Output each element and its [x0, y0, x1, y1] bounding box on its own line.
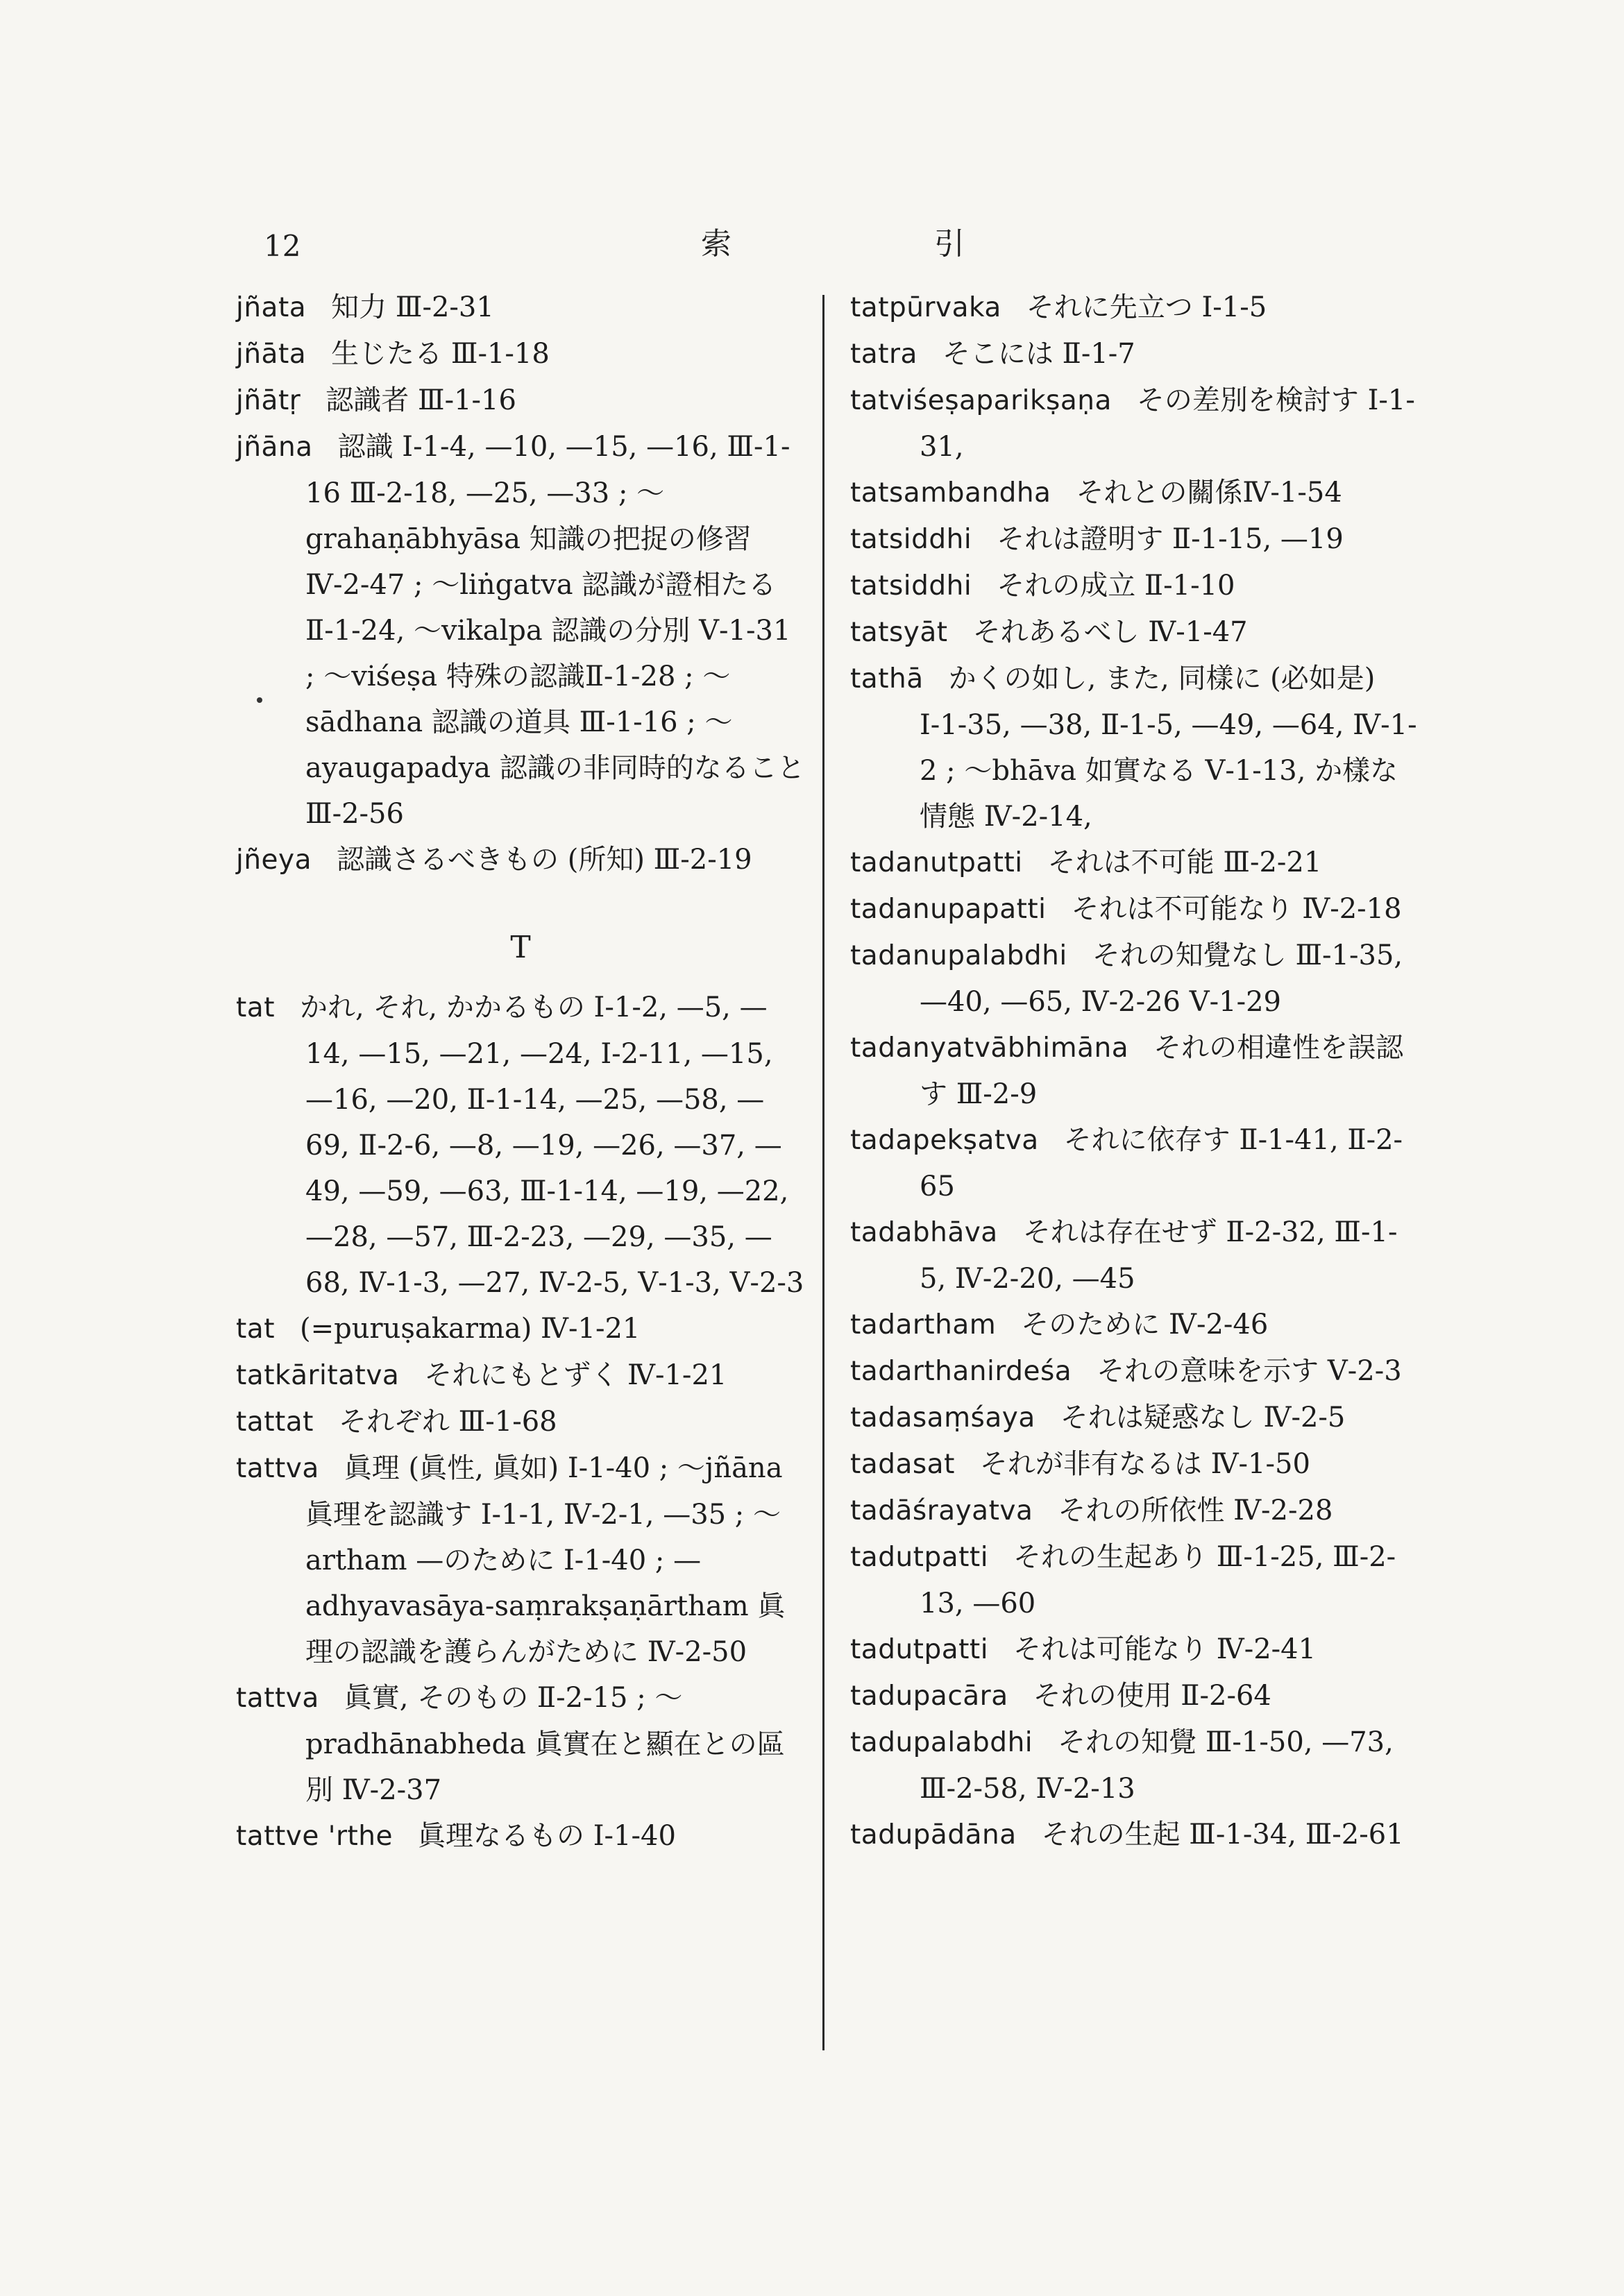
page-title-char-2: 引: [934, 226, 965, 262]
entry-term: tatsiddhi: [850, 524, 972, 555]
entry-definition: それの成立 Ⅱ-1-10: [997, 570, 1235, 602]
index-entry: [850, 470, 1419, 516]
entry-term: tadanupapatti: [850, 894, 1047, 925]
entry-definition: 眞理 (眞性, 眞如) Ⅰ-1-40 ; ～jñāna 眞理を認識す Ⅰ-1-1, Ⅳ-2-1, —35 ; ～artham —のために Ⅰ-1-40 ; —adhyavasāya-saṃrakṣaṇārtham 眞理の認識を護らんがために Ⅳ-2-50: [305, 1452, 786, 1668]
entry-definition: それの所依性 Ⅳ-2-28: [1058, 1495, 1333, 1527]
left-entries-group: [236, 284, 805, 883]
entry-term: tadasat: [850, 1449, 955, 1480]
entry-definition: (=puruṣakarma) Ⅳ-1-21: [299, 1313, 641, 1345]
entry-term: tattat: [236, 1406, 314, 1438]
entry-definition: そのために Ⅳ-2-46: [1021, 1309, 1269, 1341]
entry-definition: それあるべし Ⅳ-1-47: [972, 616, 1248, 648]
index-entry: [236, 1445, 805, 1675]
entry-term: tatpūrvaka: [850, 292, 1001, 323]
index-entry: [850, 1812, 1419, 1858]
entry-term: tatsiddhi: [850, 570, 972, 602]
entry-term: tatra: [850, 339, 917, 370]
entry-definition: それは不可能なり Ⅳ-2-18: [1071, 893, 1402, 925]
entry-definition: 認識 Ⅰ-1-4, —10, —15, —16, Ⅲ-1-16 Ⅲ-2-18, —25, —33 ; ～grahaṇābhyāsa 知識の把捉の修習 Ⅳ-2-47 ; ～liṅgatva 認識が證相たる Ⅱ-1-24, ～vikalpa 認識の分別 Ⅴ-1-31 ; ～viśeṣa 特殊の認識Ⅱ-1-28 ; ～sādhana 認識の道具 Ⅲ-1-16 ; ～ayaugapadya 認識の非同時的なること Ⅲ-2-56: [305, 431, 805, 830]
index-entry: [850, 1395, 1419, 1441]
index-entry: [850, 1302, 1419, 1348]
entry-term: tadabhāva: [850, 1217, 998, 1248]
index-entry: [850, 1488, 1419, 1534]
index-entry: [850, 516, 1419, 563]
index-entry: [236, 424, 805, 837]
entry-definition: それに先立つ Ⅰ-1-5: [1026, 291, 1267, 323]
right-column: [850, 284, 1419, 1858]
entry-definition: それの生起あり Ⅲ-1-25, Ⅲ-2-13, —60: [920, 1541, 1396, 1619]
index-entry: [850, 377, 1419, 470]
index-entry: [236, 985, 805, 1306]
entry-definition: それは不可能 Ⅲ-2-21: [1047, 847, 1322, 878]
index-entry: [850, 563, 1419, 609]
entry-definition: かれ, それ, かかるもの Ⅰ-1-2, —5, —14, —15, —21, —24, Ⅰ-2-11, —15, —16, —20, Ⅱ-1-14, —25, —58, —69, Ⅱ-2-6, —8, —19, —26, —37, —49, —59, —63, Ⅲ-1-14, —19, —22, —28, —57, Ⅲ-2-23, —29, —35, —68, Ⅳ-1-3, —27, Ⅳ-2-5, Ⅴ-1-3, Ⅴ-2-3: [299, 992, 804, 1299]
entry-definition: それとの關係Ⅳ-1-54: [1076, 477, 1342, 509]
entry-definition: それは證明す Ⅱ-1-15, —19: [997, 523, 1344, 555]
index-entry: [850, 1117, 1419, 1209]
entry-definition: 眞理なるもの Ⅰ-1-40: [418, 1820, 676, 1852]
entry-term: jñāta: [236, 339, 307, 370]
index-entry: [850, 840, 1419, 886]
index-entry: [850, 284, 1419, 331]
entry-term: tadupādāna: [850, 1819, 1017, 1851]
entry-term: tat: [236, 992, 275, 1023]
page-number: 12: [264, 229, 301, 263]
index-entry: [236, 331, 805, 377]
entry-term: tattva: [236, 1453, 319, 1484]
entry-term: jñātṛ: [236, 385, 301, 416]
entry-term: jñāna: [236, 432, 313, 463]
entry-term: tadutpatti: [850, 1542, 989, 1573]
index-entry: [850, 1626, 1419, 1673]
index-entry: [236, 1813, 805, 1860]
entry-term: tadanupalabdhi: [850, 940, 1067, 971]
page-title-char-1: 索: [701, 226, 731, 262]
entry-definition: 認識者 Ⅲ-1-16: [325, 384, 516, 416]
entry-definition: そこには Ⅱ-1-7: [942, 338, 1135, 370]
index-entry: [850, 1673, 1419, 1719]
entry-term: tadupalabdhi: [850, 1727, 1033, 1758]
entry-definition: 知力 Ⅲ-2-31: [331, 291, 494, 323]
index-entry: [850, 886, 1419, 933]
entry-definition: それにもとずく Ⅳ-1-21: [424, 1359, 727, 1391]
index-entry: [850, 609, 1419, 656]
entry-term: jñata: [236, 292, 307, 323]
entry-term: jñeya: [236, 844, 312, 876]
index-entry: [236, 1675, 805, 1813]
entry-definition: それの相違性を誤認す Ⅲ-2-9: [920, 1032, 1404, 1110]
entry-definition: それの生起 Ⅲ-1-34, Ⅲ-2-61: [1041, 1819, 1404, 1851]
entry-term: tatkāritatva: [236, 1360, 400, 1391]
index-entry: [850, 1348, 1419, 1395]
entry-term: tattva: [236, 1683, 319, 1714]
index-entry: [850, 331, 1419, 377]
entry-term: tadanutpatti: [850, 847, 1023, 878]
entry-term: tat: [236, 1313, 275, 1345]
left-entries-group-t: [236, 985, 805, 1860]
entry-term: tathā: [850, 663, 924, 695]
entry-term: tadartham: [850, 1309, 997, 1341]
entry-term: tatviśeṣaparikṣaṇa: [850, 385, 1112, 416]
entry-definition: それの使用 Ⅱ-2-64: [1033, 1680, 1271, 1712]
entry-definition: それは可能なり Ⅳ-2-41: [1013, 1633, 1317, 1665]
index-entry: [236, 1399, 805, 1445]
entry-term: tadanyatvābhimāna: [850, 1032, 1129, 1064]
index-entry: [850, 656, 1419, 840]
entry-definition: それの意味を示す Ⅴ-2-3: [1097, 1355, 1402, 1387]
page-title: [701, 219, 965, 263]
entry-definition: それに依存す Ⅱ-1-41, Ⅱ-2-65: [920, 1124, 1403, 1202]
entry-definition: かくの如し, また, 同樣に (必如是) Ⅰ-1-35, —38, Ⅱ-1-5, —49, —64, Ⅳ-1-2 ; ～bhāva 如實なる Ⅴ-1-13, か樣な情態 Ⅳ-2-14,: [920, 663, 1417, 833]
entry-term: tadarthanirdeśa: [850, 1356, 1072, 1387]
entry-term: tatsyāt: [850, 617, 948, 648]
entry-definition: 認識さるべきもの (所知) Ⅲ-2-19: [337, 844, 752, 876]
left-column: [236, 284, 805, 1860]
entry-term: tadapekṣatva: [850, 1125, 1039, 1156]
entry-definition: それは存在せず Ⅱ-2-32, Ⅲ-1-5, Ⅳ-2-20, —45: [920, 1216, 1398, 1295]
index-entry: [236, 837, 805, 883]
entry-definition: その差別を検討す Ⅰ-1-31,: [920, 384, 1415, 463]
index-entry: [850, 933, 1419, 1025]
entry-term: tadāśrayatva: [850, 1495, 1033, 1527]
index-entry: [236, 1306, 805, 1352]
index-entry: [850, 1441, 1419, 1488]
entry-term: tadasaṃśaya: [850, 1402, 1035, 1434]
entry-term: tadupacāra: [850, 1681, 1008, 1712]
entry-definition: それの知覺 Ⅲ-1-50, —73, Ⅲ-2-58, Ⅳ-2-13: [920, 1726, 1394, 1805]
index-entry: [850, 1719, 1419, 1812]
index-entry: [236, 284, 805, 331]
entry-definition: 眞實, そのもの Ⅱ-2-15 ; ～pradhānabheda 眞實在と顯在との區別 Ⅳ-2-37: [305, 1682, 785, 1806]
entry-term: tattve 'rthe: [236, 1821, 394, 1852]
entry-definition: それぞれ Ⅲ-1-68: [338, 1406, 557, 1438]
entry-definition: それが非有なるは Ⅳ-1-50: [979, 1448, 1310, 1480]
entry-definition: 生じたる Ⅲ-1-18: [331, 338, 550, 370]
index-entry: [236, 377, 805, 424]
entry-term: tatsambandha: [850, 477, 1051, 509]
right-entries-group: [850, 284, 1419, 1858]
index-entry: [850, 1025, 1419, 1117]
index-entry: [850, 1534, 1419, 1626]
entry-definition: それの知覺なし Ⅲ-1-35, —40, —65, Ⅳ-2-26 Ⅴ-1-29: [920, 939, 1403, 1018]
index-entry: [850, 1209, 1419, 1302]
column-divider: [822, 295, 824, 2050]
entry-term: tadutpatti: [850, 1634, 989, 1665]
entry-definition: それは疑惑なし Ⅳ-2-5: [1060, 1402, 1346, 1434]
section-letter: T: [510, 930, 531, 965]
index-entry: [236, 1352, 805, 1399]
